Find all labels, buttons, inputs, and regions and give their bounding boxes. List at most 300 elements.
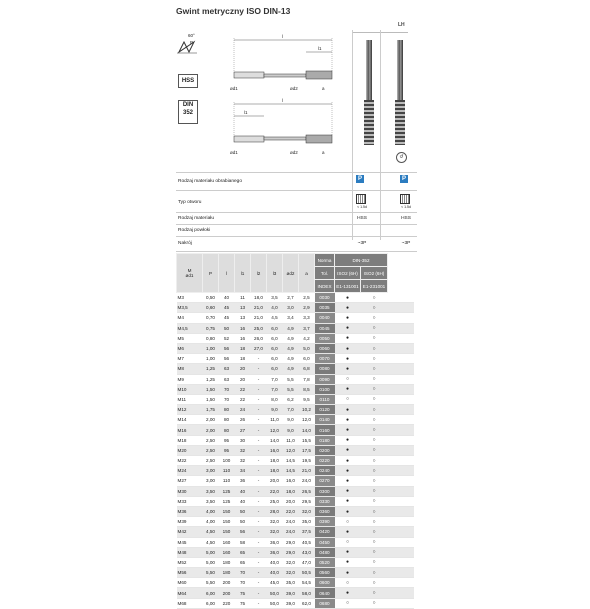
cell-l3: 6,0 xyxy=(267,333,283,343)
cell-index: 0240 xyxy=(315,466,335,476)
cell-l2: - xyxy=(251,496,267,506)
table-row xyxy=(177,476,414,486)
table-row xyxy=(177,456,414,466)
workpiece-p-icon: P xyxy=(357,176,362,182)
cell-l3: 28,0 xyxy=(267,506,283,516)
cell-l2: - xyxy=(251,445,267,455)
cell-avail-1: ● xyxy=(335,405,361,415)
cell-a: 17,5 xyxy=(299,445,315,455)
cell-l2: - xyxy=(251,394,267,404)
cell-m: M30 xyxy=(177,486,203,496)
cell-d2: 18,0 xyxy=(283,486,299,496)
cell-a: 8,5 xyxy=(299,384,315,394)
cell-avail-1: ○ xyxy=(335,598,361,608)
left-hand-rotation-icon: ↺ xyxy=(396,152,407,163)
tap-shank-image-2 xyxy=(397,40,403,100)
cell-d2: 12,0 xyxy=(283,445,299,455)
dim-d1-bot: ød1 xyxy=(230,150,238,155)
cell-l1: 70 xyxy=(235,578,251,588)
table-row xyxy=(177,496,414,506)
cell-m: M48 xyxy=(177,547,203,557)
cell-l3: 18,0 xyxy=(267,456,283,466)
cell-l1: 11 xyxy=(235,293,251,303)
cell-l2: 27,0 xyxy=(251,343,267,353)
cell-d2: 5,5 xyxy=(283,384,299,394)
cell-avail-2: ○ xyxy=(361,588,388,598)
cell-a: 12,0 xyxy=(299,415,315,425)
table-row xyxy=(177,588,414,598)
cell-l1: 58 xyxy=(235,537,251,547)
cell-l3: 3,5 xyxy=(267,293,283,303)
cell-avail-1: ○ xyxy=(335,578,361,588)
cell-m: M4 xyxy=(177,313,203,323)
cell-m: M52 xyxy=(177,557,203,567)
cell-avail-1: ● xyxy=(335,476,361,486)
workpiece-p-icon-2: P xyxy=(401,176,406,182)
cell-a: 35,0 xyxy=(299,517,315,527)
cell-avail-2: ○ xyxy=(361,415,388,425)
cell-avail-2: ○ xyxy=(361,598,388,608)
cell-index: 0100 xyxy=(315,384,335,394)
cell-p: 1,75 xyxy=(203,405,219,415)
dimensions-table xyxy=(176,253,414,609)
cell-avail-2: ○ xyxy=(361,313,388,323)
cell-l: 95 xyxy=(219,435,235,445)
cell-l1: 65 xyxy=(235,547,251,557)
cell-l: 56 xyxy=(219,354,235,364)
table-row xyxy=(177,343,414,353)
cell-m: M39 xyxy=(177,517,203,527)
cell-avail-2: ○ xyxy=(361,547,388,557)
cell-l2: - xyxy=(251,405,267,415)
dim-a-bot: a xyxy=(322,150,325,155)
cell-l: 200 xyxy=(219,578,235,588)
table-row xyxy=(177,333,414,343)
cell-l2: - xyxy=(251,374,267,384)
cell-index: 0270 xyxy=(315,476,335,486)
cell-a: 4,2 xyxy=(299,333,315,343)
cell-l1: 30 xyxy=(235,435,251,445)
cell-d2: 29,0 xyxy=(283,547,299,557)
cell-avail-2: ○ xyxy=(361,435,388,445)
cell-a: 21,0 xyxy=(299,466,315,476)
cell-d2: 5,5 xyxy=(283,374,299,384)
cell-l3: 45,0 xyxy=(267,578,283,588)
cell-p: 6,00 xyxy=(203,588,219,598)
table-row xyxy=(177,466,414,476)
angle-label: 60° xyxy=(188,33,195,38)
cell-l3: 20,0 xyxy=(267,476,283,486)
cell-l: 70 xyxy=(219,384,235,394)
cell-l2: - xyxy=(251,547,267,557)
dim-l-top: l xyxy=(282,34,283,39)
cell-avail-2: ○ xyxy=(361,303,388,313)
cell-l1: 70 xyxy=(235,568,251,578)
table-row xyxy=(177,598,414,608)
cell-l1: 26 xyxy=(235,415,251,425)
cell-a: 40,5 xyxy=(299,537,315,547)
cell-m: M36 xyxy=(177,506,203,516)
cell-p: 4,50 xyxy=(203,537,219,547)
cell-index: 0480 xyxy=(315,547,335,557)
table-row xyxy=(177,568,414,578)
cell-a: 15,5 xyxy=(299,435,315,445)
cell-l1: 13 xyxy=(235,303,251,313)
table-row xyxy=(177,374,414,384)
table-row xyxy=(177,435,414,445)
cell-m: M10 xyxy=(177,384,203,394)
cell-avail-1: ● xyxy=(335,506,361,516)
cell-index: 0680 xyxy=(315,598,335,608)
cell-avail-1: ● xyxy=(335,435,361,445)
cell-l: 125 xyxy=(219,496,235,506)
cell-m: M4,5 xyxy=(177,323,203,333)
cell-l3: 36,0 xyxy=(267,537,283,547)
cell-l2: - xyxy=(251,506,267,516)
cell-index: 0045 xyxy=(315,323,335,333)
cell-avail-1: ● xyxy=(335,557,361,567)
cell-l2: - xyxy=(251,354,267,364)
cell-avail-1: ○ xyxy=(335,517,361,527)
cell-d2: 29,0 xyxy=(283,537,299,547)
cell-index: 0060 xyxy=(315,343,335,353)
cell-index: 0220 xyxy=(315,456,335,466)
dim-l1-top: l1 xyxy=(318,46,322,51)
page-title: Gwint metryczny ISO DIN-13 xyxy=(176,6,291,16)
cell-index: 0450 xyxy=(315,537,335,547)
cell-a: 5,0 xyxy=(299,343,315,353)
col-din-value: DIN-352 xyxy=(335,254,388,267)
cell-avail-1: ● xyxy=(335,425,361,435)
table-body xyxy=(177,293,414,609)
cell-l1: 75 xyxy=(235,588,251,598)
cell-p: 1,00 xyxy=(203,343,219,353)
hole-note-2: < 1.5d xyxy=(401,205,411,209)
cell-l: 180 xyxy=(219,557,235,567)
material-value-1: HSS xyxy=(357,216,367,221)
cell-d2: 20,0 xyxy=(283,496,299,506)
cell-index: 0160 xyxy=(315,425,335,435)
cell-avail-2: ○ xyxy=(361,364,388,374)
dim-l-bot: l xyxy=(282,98,283,103)
cell-avail-2: ○ xyxy=(361,517,388,527)
cell-l1: 13 xyxy=(235,313,251,323)
cell-l: 160 xyxy=(219,537,235,547)
cell-a: 10,2 xyxy=(299,405,315,415)
lh-label: LH xyxy=(398,22,405,28)
prop-set-label: Nakrój xyxy=(178,241,192,246)
col-l: l xyxy=(219,254,235,293)
cell-m: M11 xyxy=(177,394,203,404)
cell-avail-2: ○ xyxy=(361,354,388,364)
through-hole-icon xyxy=(356,194,366,204)
cell-index: 0640 xyxy=(315,588,335,598)
cell-d2: 4,9 xyxy=(283,343,299,353)
cell-index: 0110 xyxy=(315,394,335,404)
cell-l: 110 xyxy=(219,466,235,476)
prop-material-label: Rodzaj materiału xyxy=(178,216,214,221)
prop-hole-label: Typ otworu xyxy=(178,200,202,205)
cell-l2: - xyxy=(251,364,267,374)
cell-p: 3,50 xyxy=(203,486,219,496)
cell-m: M22 xyxy=(177,456,203,466)
cell-avail-1: ● xyxy=(335,568,361,578)
prop-row-workpiece xyxy=(176,172,417,191)
cell-l3: 4,5 xyxy=(267,313,283,323)
cell-index: 0080 xyxy=(315,364,335,374)
cell-m: M20 xyxy=(177,445,203,455)
cell-avail-1: ● xyxy=(335,415,361,425)
cell-d2: 9,0 xyxy=(283,415,299,425)
cell-index: 0030 xyxy=(315,293,335,303)
cell-d2: 4,9 xyxy=(283,333,299,343)
col-p: P xyxy=(203,254,219,293)
cell-m: M5 xyxy=(177,333,203,343)
cell-l: 40 xyxy=(219,293,235,303)
cell-l2: - xyxy=(251,588,267,598)
cell-p: 4,00 xyxy=(203,506,219,516)
cell-a: 58,0 xyxy=(299,588,315,598)
cell-m: M64 xyxy=(177,588,203,598)
cell-l1: 22 xyxy=(235,384,251,394)
cell-p: 0,70 xyxy=(203,313,219,323)
cell-index: 0180 xyxy=(315,435,335,445)
cell-m: M68 xyxy=(177,598,203,608)
cell-avail-1: ● xyxy=(335,445,361,455)
cell-a: 54,5 xyxy=(299,578,315,588)
cell-d2: 14,5 xyxy=(283,466,299,476)
cell-l1: 40 xyxy=(235,496,251,506)
cell-l1: 18 xyxy=(235,343,251,353)
cell-p: 0,80 xyxy=(203,333,219,343)
cell-a: 2,9 xyxy=(299,303,315,313)
cell-avail-1: ○ xyxy=(335,394,361,404)
cell-avail-2: ○ xyxy=(361,374,388,384)
cell-d2: 3,0 xyxy=(283,303,299,313)
cell-l1: 16 xyxy=(235,323,251,333)
table-row xyxy=(177,537,414,547)
cell-l3: 40,0 xyxy=(267,568,283,578)
cell-d2: 24,0 xyxy=(283,527,299,537)
cell-p: 1,50 xyxy=(203,394,219,404)
cell-l: 150 xyxy=(219,506,235,516)
cell-d2: 3,4 xyxy=(283,313,299,323)
catalog-sheet xyxy=(172,0,417,607)
cell-index: 0200 xyxy=(315,445,335,455)
cell-l2: - xyxy=(251,527,267,537)
cell-p: 1,25 xyxy=(203,364,219,374)
cell-avail-2: ○ xyxy=(361,578,388,588)
cell-a: 6,0 xyxy=(299,354,315,364)
cell-l1: 16 xyxy=(235,333,251,343)
cell-l: 52 xyxy=(219,333,235,343)
cell-l2: 26,0 xyxy=(251,333,267,343)
cell-d2: 24,0 xyxy=(283,517,299,527)
cell-p: 0,60 xyxy=(203,303,219,313)
cell-l1: 27 xyxy=(235,425,251,435)
cell-avail-2: ○ xyxy=(361,394,388,404)
set-value-2: ~3P xyxy=(401,241,411,246)
cell-d2: 4,9 xyxy=(283,364,299,374)
cell-p: 0,50 xyxy=(203,293,219,303)
table-row xyxy=(177,415,414,425)
cell-index: 0050 xyxy=(315,333,335,343)
cell-p: 1,25 xyxy=(203,374,219,384)
cell-l3: 12,0 xyxy=(267,425,283,435)
cell-avail-2: ○ xyxy=(361,506,388,516)
cell-avail-1: ● xyxy=(335,323,361,333)
cell-m: M42 xyxy=(177,527,203,537)
cell-p: 2,50 xyxy=(203,435,219,445)
cell-l1: 40 xyxy=(235,486,251,496)
cell-l: 125 xyxy=(219,486,235,496)
cell-l: 150 xyxy=(219,527,235,537)
cell-d2: 32,0 xyxy=(283,568,299,578)
cell-a: 3,7 xyxy=(299,323,315,333)
cell-d2: 9,0 xyxy=(283,425,299,435)
cell-avail-1: ● xyxy=(335,343,361,353)
cell-a: 47,0 xyxy=(299,557,315,567)
cell-l1: 22 xyxy=(235,394,251,404)
cell-index: 0390 xyxy=(315,517,335,527)
cell-m: M3,5 xyxy=(177,303,203,313)
cell-a: 37,5 xyxy=(299,527,315,537)
cell-l2: - xyxy=(251,384,267,394)
col-l3: l3 xyxy=(267,254,283,293)
dim-a-top: a xyxy=(322,86,325,91)
table-header-row-1 xyxy=(177,254,414,267)
cell-l2: 21,0 xyxy=(251,303,267,313)
cell-p: 5,50 xyxy=(203,568,219,578)
cell-p: 0,75 xyxy=(203,323,219,333)
cell-index: 0040 xyxy=(315,313,335,323)
cell-l: 63 xyxy=(219,374,235,384)
col-index-1: E1-131001 xyxy=(335,280,361,293)
cell-avail-2: ○ xyxy=(361,476,388,486)
cell-l: 80 xyxy=(219,425,235,435)
cell-a: 26,5 xyxy=(299,486,315,496)
cell-m: M8 xyxy=(177,364,203,374)
cell-index: 0120 xyxy=(315,405,335,415)
cell-avail-2: ○ xyxy=(361,425,388,435)
cell-d2: 6,2 xyxy=(283,394,299,404)
cell-d2: 32,0 xyxy=(283,557,299,567)
cell-index: 0420 xyxy=(315,527,335,537)
cell-l1: 20 xyxy=(235,364,251,374)
cell-avail-2: ○ xyxy=(361,293,388,303)
cell-l1: 75 xyxy=(235,598,251,608)
cell-index: 0035 xyxy=(315,303,335,313)
cell-avail-2: ○ xyxy=(361,466,388,476)
cell-l2: - xyxy=(251,557,267,567)
table-row xyxy=(177,313,414,323)
col-tol-2: ISO2 (6H) xyxy=(361,267,388,280)
cell-a: 24,0 xyxy=(299,476,315,486)
tap-thread-image-1 xyxy=(364,100,374,145)
cell-avail-2: ○ xyxy=(361,496,388,506)
cell-l: 45 xyxy=(219,313,235,323)
cell-avail-1: ● xyxy=(335,547,361,557)
cell-l: 80 xyxy=(219,415,235,425)
cell-l3: 50,0 xyxy=(267,598,283,608)
cell-l2: - xyxy=(251,425,267,435)
prop-row-set xyxy=(176,236,417,252)
cell-m: M14 xyxy=(177,415,203,425)
cell-avail-1: ● xyxy=(335,588,361,598)
table-row xyxy=(177,517,414,527)
cell-l2: - xyxy=(251,486,267,496)
din-box xyxy=(178,100,198,124)
table-row xyxy=(177,578,414,588)
table-row xyxy=(177,364,414,374)
col-d2: ød2 xyxy=(283,254,299,293)
cell-l: 95 xyxy=(219,445,235,455)
cell-index: 0520 xyxy=(315,557,335,567)
cell-l3: 18,0 xyxy=(267,466,283,476)
cell-p: 3,00 xyxy=(203,466,219,476)
col-l1: l1 xyxy=(235,254,251,293)
din-box-line1: DIN xyxy=(182,102,194,108)
cell-avail-1: ● xyxy=(335,384,361,394)
cell-l1: 32 xyxy=(235,445,251,455)
cell-l1: 24 xyxy=(235,405,251,415)
cell-l3: 36,0 xyxy=(267,547,283,557)
table-row xyxy=(177,293,414,303)
tap-shank-image-1 xyxy=(366,40,372,100)
cell-a: 19,5 xyxy=(299,456,315,466)
cell-index: 0090 xyxy=(315,374,335,384)
cell-m: M7 xyxy=(177,354,203,364)
cell-l1: 56 xyxy=(235,527,251,537)
cell-avail-2: ○ xyxy=(361,456,388,466)
cell-a: 9,5 xyxy=(299,394,315,404)
prop-workpiece-label: Rodzaj materiału obrabianego xyxy=(178,179,242,184)
cell-avail-1: ● xyxy=(335,354,361,364)
cell-l: 110 xyxy=(219,476,235,486)
cell-avail-1: ● xyxy=(335,527,361,537)
cell-l: 180 xyxy=(219,568,235,578)
table-row xyxy=(177,354,414,364)
cell-l: 100 xyxy=(219,456,235,466)
cell-l1: 34 xyxy=(235,466,251,476)
cell-l3: 7,0 xyxy=(267,384,283,394)
tap-thread-image-2 xyxy=(395,100,405,145)
cell-d2: 35,0 xyxy=(283,578,299,588)
cell-d2: 39,0 xyxy=(283,598,299,608)
cell-l1: 65 xyxy=(235,557,251,567)
cell-p: 2,00 xyxy=(203,425,219,435)
table-row xyxy=(177,384,414,394)
cell-l1: 18 xyxy=(235,354,251,364)
cell-avail-2: ○ xyxy=(361,445,388,455)
cell-avail-1: ● xyxy=(335,466,361,476)
through-hole-icon-2 xyxy=(400,194,410,204)
cell-l2: - xyxy=(251,466,267,476)
cell-l2: - xyxy=(251,456,267,466)
cell-p: 5,00 xyxy=(203,547,219,557)
cell-index: 0330 xyxy=(315,496,335,506)
cell-p: 4,00 xyxy=(203,517,219,527)
cell-l: 80 xyxy=(219,405,235,415)
cell-l3: 11,0 xyxy=(267,415,283,425)
cell-p: 2,50 xyxy=(203,445,219,455)
table-row xyxy=(177,323,414,333)
cell-avail-1: ● xyxy=(335,303,361,313)
cell-m: M6 xyxy=(177,343,203,353)
cell-m: M16 xyxy=(177,425,203,435)
cell-l: 160 xyxy=(219,547,235,557)
table-row xyxy=(177,394,414,404)
